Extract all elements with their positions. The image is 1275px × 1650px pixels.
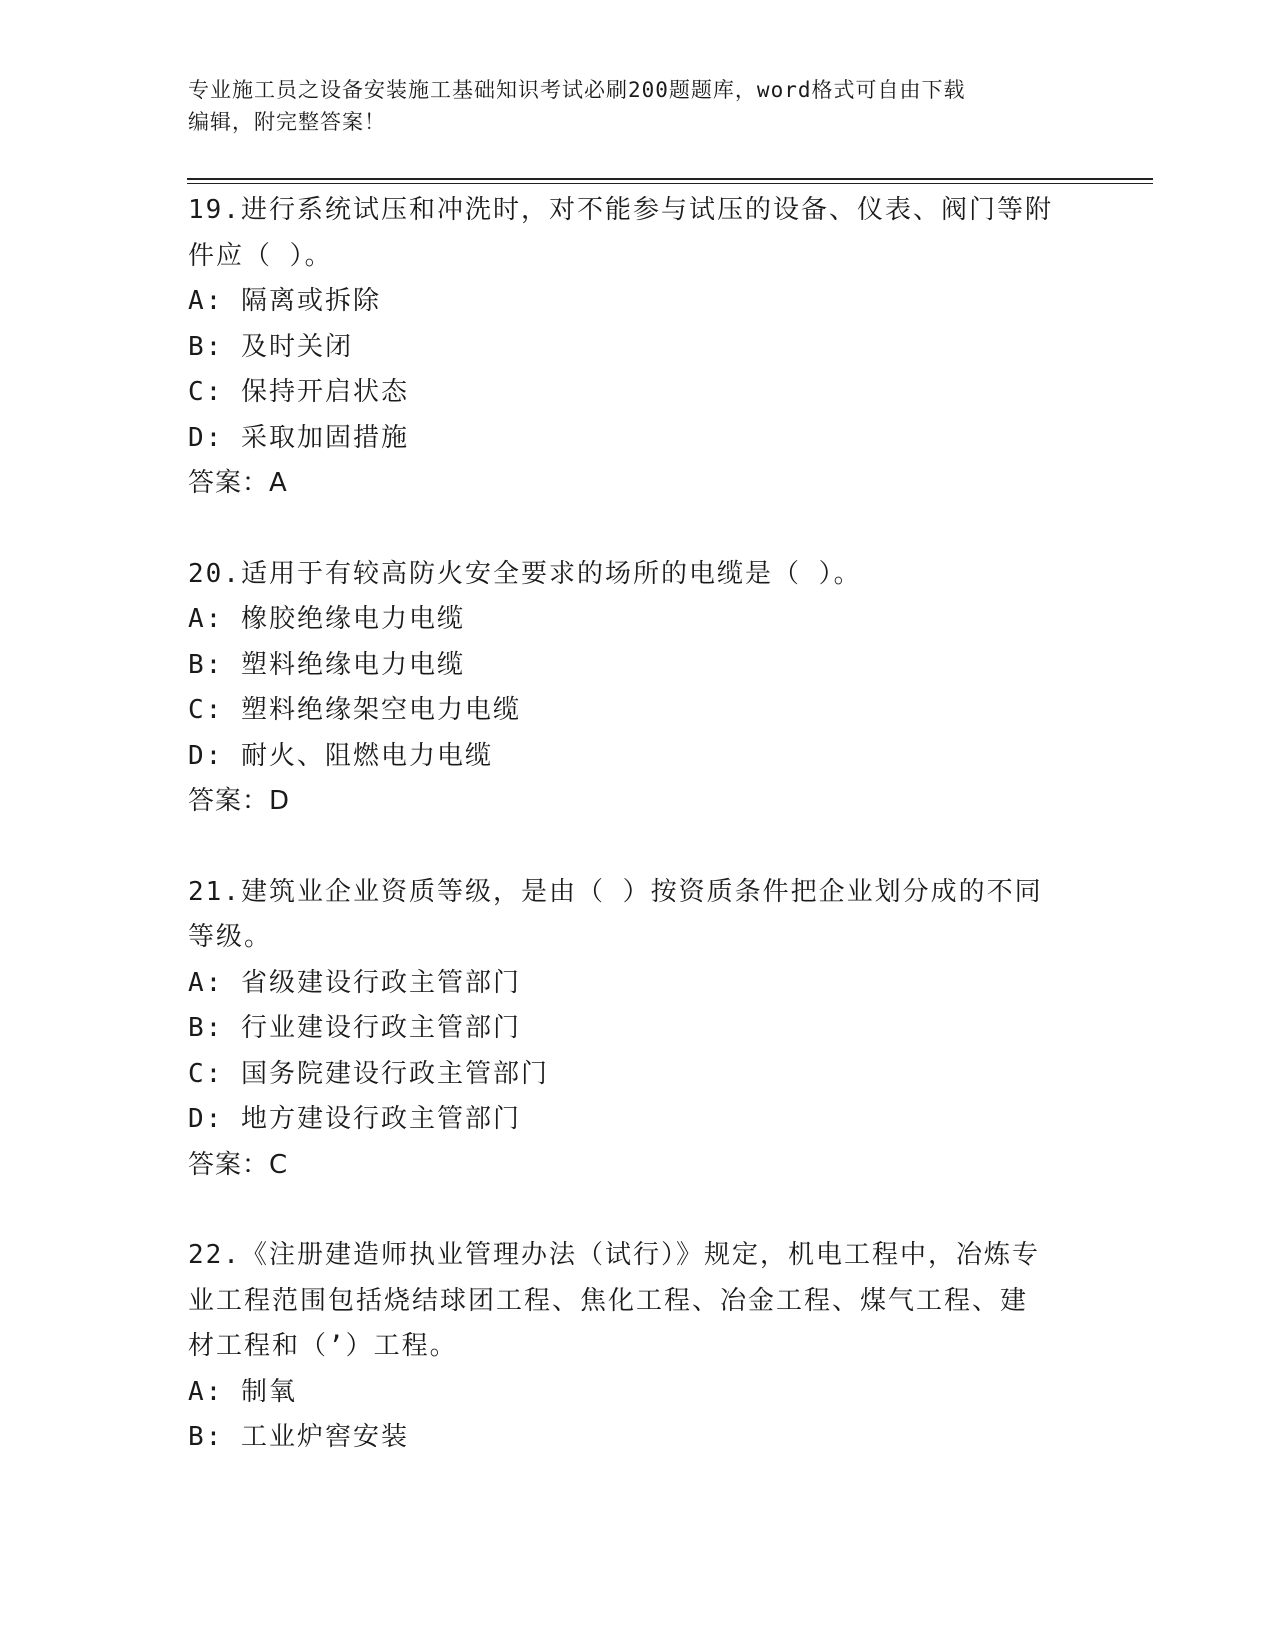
option-a: A: 省级建设行政主管部门 [188, 967, 521, 998]
option-b: B: 工业炉窖安装 [188, 1422, 409, 1452]
option-a: A: 橡胶绝缘电力电缆 [188, 604, 465, 634]
option-c: C: 保持开启状态 [188, 377, 409, 407]
option-a: A: 制氧 [188, 1376, 297, 1407]
option-d: D: 耐火、阻燃电力电缆 [188, 740, 493, 771]
answer: 答案：C [188, 1149, 289, 1180]
option-b: B: 行业建设行政主管部门 [188, 1013, 521, 1043]
answer: 答案：D [188, 786, 291, 816]
question-22 [188, 1233, 1098, 1461]
question-stem: 20.适用于有较高防火安全要求的场所的电缆是（ ）。 [188, 558, 862, 589]
header-line-1: 专业施工员之设备安装施工基础知识考试必刷200题题库，word格式可自由下载 [188, 78, 966, 102]
question-list [188, 188, 1098, 1461]
question-stem: 19.进行系统试压和冲洗时，对不能参与试压的设备、仪表、阀门等附 [188, 195, 1053, 225]
option-b: B: 塑料绝缘电力电缆 [188, 649, 465, 680]
question-stem: 等级。 [188, 922, 273, 952]
option-c: C: 塑料绝缘架空电力电缆 [188, 695, 521, 725]
option-b: B: 及时关闭 [188, 331, 353, 362]
answer: 答案：A [188, 468, 288, 498]
question-21 [188, 870, 1098, 1189]
option-d: D: 采取加固措施 [188, 422, 409, 453]
header-divider-thick [187, 178, 1153, 180]
question-stem: 22.《注册建造师执业管理办法（试行）》规定，机电工程中，冶炼专 [188, 1240, 1040, 1270]
option-a: A: 隔离或拆除 [188, 286, 381, 316]
question-20 [188, 552, 1098, 825]
question-stem: 件应（ ）。 [188, 240, 333, 271]
question-stem: 21.建筑业企业资质等级，是由（ ）按资质条件把企业划分成的不同 [188, 876, 1043, 907]
option-d: D: 地方建设行政主管部门 [188, 1104, 521, 1134]
document-header [188, 74, 1078, 138]
question-stem: 业工程范围包括烧结球团工程、焦化工程、冶金工程、煤气工程、建 [188, 1285, 1029, 1316]
question-19 [188, 188, 1098, 507]
option-c: C: 国务院建设行政主管部门 [188, 1058, 549, 1089]
question-stem: 材工程和（’）工程。 [188, 1331, 458, 1361]
header-line-2: 编辑，附完整答案！ [188, 110, 386, 134]
header-divider-thin [187, 183, 1153, 184]
